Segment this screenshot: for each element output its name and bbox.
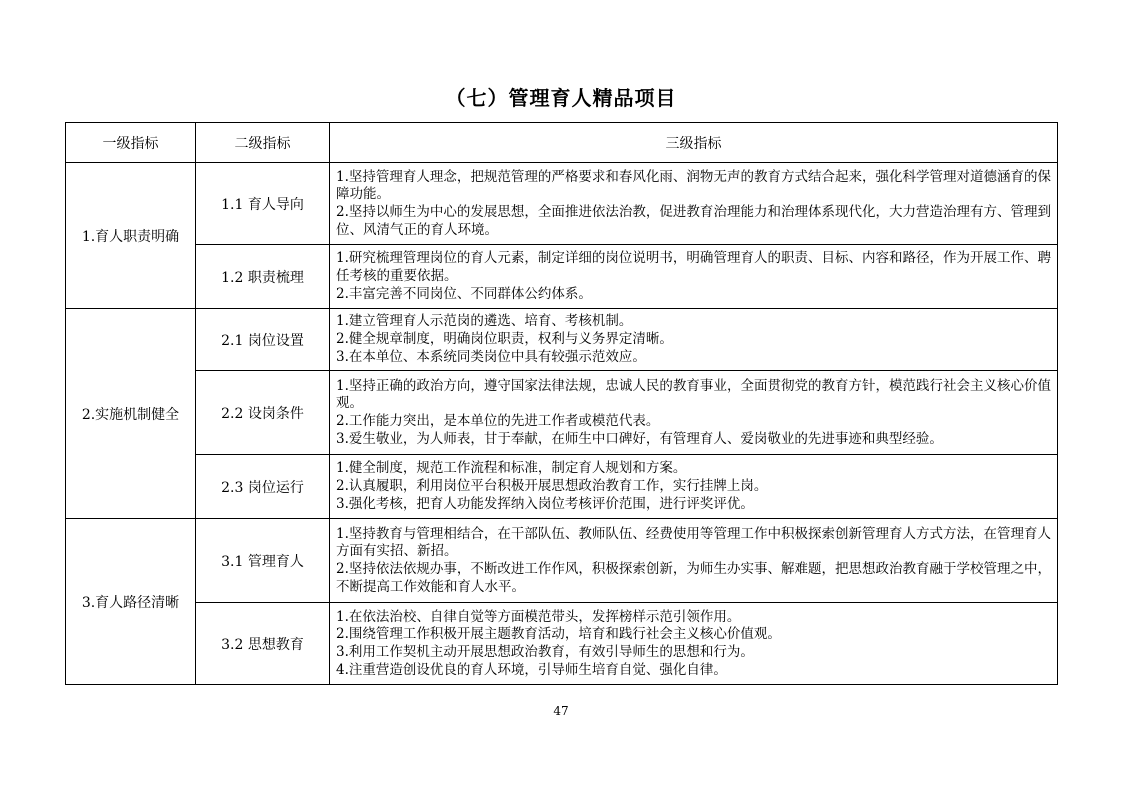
header-level-1: 一级指标 [66,123,196,163]
level-2-cell: 2.3 岗位运行 [196,455,330,519]
indicator-item: 2.坚持以师生为中心的发展思想，全面推进依法治教，促进教育治理能力和治理体系现代化，大力营造治理有方、管理到位、风清气正的育人环境。 [336,204,1051,238]
level-2-cell: 2.2 设岗条件 [196,371,330,455]
level-1-cell: 1.育人职责明确 [66,163,196,309]
indicator-item: 1.坚持管理育人理念，把规范管理的严格要求和春风化雨、润物无声的教育方式结合起来，强化科学管理对道德涵育的保障功能。 [336,168,1051,203]
table-row [66,455,1058,519]
indicator-item: 2.工作能力突出，是本单位的先进工作者或模范代表。 [336,413,660,429]
table-row [66,519,1058,603]
table-row [66,371,1058,455]
level-1-cell: 2.实施机制健全 [66,309,196,519]
level-2-cell: 1.2 职责梳理 [196,245,330,309]
level-3-cell [330,163,1058,245]
level-3-cell [330,519,1058,603]
indicator-item: 3.爱生敬业，为人师表，甘于奉献，在师生中口碑好，有管理育人、爱岗敬业的先进事迹和典型经验。 [336,430,943,447]
level-2-cell: 1.1 育人导向 [196,163,330,245]
header-level-3: 三级指标 [330,123,1058,163]
table-row [66,245,1058,309]
level-2-cell: 3.1 管理育人 [196,519,330,603]
indicator-item: 2.健全规章制度，明确岗位职责，权利与义务界定清晰。 [336,331,673,348]
indicator-item: 2.丰富完善不同岗位、不同群体公约体系。 [336,285,592,302]
table-row [66,163,1058,245]
level-3-cell [330,309,1058,371]
indicator-table [65,122,1058,685]
header-level-2: 二级指标 [196,123,330,163]
table-header-row [66,123,1058,163]
indicator-item: 1.坚持正确的政治方向，遵守国家法律法规，忠诚人民的教育事业，全面贯彻党的教育方针，模范践行社会主义核心价值观。 [336,377,1051,412]
level-3-cell [330,371,1058,455]
indicator-item: 1.研究梳理管理岗位的育人元素，制定详细的岗位说明书，明确管理育人的职责、目标、内容和路径，作为开展工作、聘任考核的重要依据。 [336,250,1051,285]
indicator-item: 3.强化考核，把育人功能发挥纳入岗位考核评价范围，进行评奖评优。 [336,495,754,512]
level-2-cell: 2.1 岗位设置 [196,309,330,371]
indicator-item: 1.坚持教育与管理相结合，在干部队伍、教师队伍、经费使用等管理工作中积极探索创新管理育人方式方法，在管理育人方面有实招、新招。 [336,525,1051,560]
indicator-item: 2.坚持依法依规办事，不断改进工作作风，积极探索创新，为师生办实事、解难题，把思想政治教育融于学校管理之中，不断提高工作效能和育人水平。 [336,561,1051,595]
level-2-cell: 3.2 思想教育 [196,603,330,685]
page-number: 47 [553,704,569,718]
level-1-cell: 3.育人路径清晰 [66,519,196,685]
page-title: （七）管理育人精品项目 [445,86,677,110]
indicator-item: 1.在依法治校、自律自觉等方面模范带头，发挥榜样示范引领作用。 [336,608,741,625]
indicator-item: 1.建立管理育人示范岗的遴选、培育、考核机制。 [336,313,633,330]
indicator-item: 3.利用工作契机主动开展思想政治教育，有效引导师生的思想和行为。 [336,644,754,660]
indicator-item: 2.认真履职，利用岗位平台积极开展思想政治教育工作，实行挂牌上岗。 [336,478,768,495]
table-row [66,603,1058,685]
level-3-cell [330,603,1058,685]
level-3-cell [330,455,1058,519]
indicator-item: 3.在本单位、本系统同类岗位中具有较强示范效应。 [336,348,646,365]
indicator-item: 2.围绕管理工作积极开展主题教育活动，培育和践行社会主义核心价值观。 [336,626,781,643]
table-row [66,309,1058,371]
level-3-cell [330,245,1058,309]
indicator-item: 1.健全制度，规范工作流程和标准，制定育人规划和方案。 [336,460,687,477]
indicator-item: 4.注重营造创设优良的育人环境，引导师生培育自觉、强化自律。 [336,661,727,678]
